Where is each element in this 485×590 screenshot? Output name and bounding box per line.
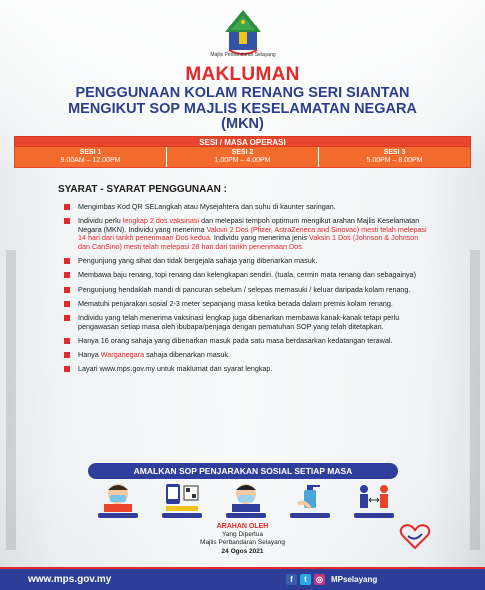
bullet-icon bbox=[64, 218, 70, 224]
list-item bbox=[64, 337, 429, 346]
subtitle-line: MENGIKUT SOP MAJLIS KESELAMATAN NEGARA bbox=[68, 100, 417, 117]
face-mask-icon bbox=[98, 480, 138, 512]
instagram-icon[interactable]: ◎ bbox=[314, 574, 325, 585]
list-item bbox=[64, 203, 429, 212]
twitter-icon[interactable]: t bbox=[300, 574, 311, 585]
session-cell bbox=[319, 147, 470, 167]
session-cell bbox=[15, 147, 167, 167]
footer-bar bbox=[0, 567, 485, 590]
item-text: Hanya bbox=[78, 349, 101, 359]
item-text: Layari www.mps.gov.my untuk maklumat dan syarat lengkap. bbox=[78, 364, 273, 374]
list-item bbox=[64, 257, 429, 266]
item-text: Membawa baju renang, topi renang dan kelengkapan sendiri. (tuala, cermin mata renang dan sebagainya) bbox=[78, 270, 417, 280]
bullet-icon bbox=[64, 301, 70, 307]
website-link[interactable]: www.mps.gov.my bbox=[28, 574, 112, 585]
list-item bbox=[64, 271, 429, 280]
bullet-icon bbox=[64, 338, 70, 344]
item-text: Pengunjung yang sihat dan tidak bergejala sahaja yang dibenarkan masuk. bbox=[78, 256, 318, 266]
session-cell bbox=[167, 147, 319, 167]
session-time: 9.00AM – 12.00PM bbox=[60, 157, 121, 164]
list-item bbox=[64, 300, 429, 309]
item-highlight: lengkap 2 dos vaksinasi bbox=[122, 216, 200, 226]
list-item bbox=[64, 314, 429, 331]
icon-caption-bar bbox=[98, 513, 138, 518]
item-text: Pengunjung hendaklah mandi di pancuran sebelum / selepas memasuki / keluar daripada kolam renang. bbox=[78, 284, 411, 294]
bullet-icon bbox=[64, 315, 70, 321]
list-item bbox=[64, 217, 429, 251]
item-text: Individu yang menerima jenis bbox=[211, 233, 309, 243]
subtitle-line: (MKN) bbox=[221, 116, 264, 132]
item-text: Mengimbas Kod QR SELangkah atau Mysejahtera dan suhu di kaunter saringan. bbox=[78, 202, 336, 211]
schedule-row bbox=[14, 147, 471, 168]
session-time: 5.00PM – 8.00PM bbox=[366, 157, 423, 164]
icon-caption-bar bbox=[354, 513, 394, 518]
schedule-table bbox=[14, 136, 471, 168]
social-handle[interactable]: MPselayang bbox=[331, 575, 378, 584]
sop-icon-card bbox=[352, 480, 396, 520]
bullet-icon bbox=[64, 366, 70, 372]
session-name: SESI 2 bbox=[231, 149, 254, 156]
list-item bbox=[64, 286, 429, 295]
icon-caption-bar bbox=[162, 513, 202, 518]
bullet-icon bbox=[64, 258, 70, 264]
issued-by-title: Yang Dipertua bbox=[221, 531, 264, 539]
sop-icon-card bbox=[96, 480, 140, 520]
session-name: SESI 1 bbox=[79, 149, 102, 156]
sop-banner: AMALKAN SOP PENJARAKAN SOSIAL SETIAP MASA bbox=[88, 463, 398, 479]
bullet-icon bbox=[64, 204, 70, 210]
item-highlight: Vaksin 2 Dos (Pfizer, AstraZeneca and Sinovac) mesti telah melepasi 14 hari dari tarikh penerimaan Dos kedua. bbox=[78, 224, 427, 243]
item-text: Mematuhi penjarakan sosial 2-3 meter sepanjang masa ketika berada dalam premis kolam renang. bbox=[78, 298, 393, 308]
social-distance-icon bbox=[354, 480, 394, 512]
item-text: sahaja dibenarkan masuk. bbox=[144, 349, 230, 359]
icon-caption-bar bbox=[290, 513, 330, 518]
hand-sanitizer-icon bbox=[290, 480, 330, 512]
item-text: Individu perlu bbox=[78, 216, 123, 226]
subtitle-line: PENGGUNAAN KOLAM RENANG SERI SIANTAN bbox=[75, 85, 410, 101]
bullet-icon bbox=[64, 352, 70, 358]
issued-by-heading: ARAHAN OLEH bbox=[216, 523, 269, 530]
session-name: SESI 3 bbox=[383, 149, 406, 156]
list-item bbox=[64, 351, 429, 360]
icon-caption-bar bbox=[226, 513, 266, 518]
sop-icon-card bbox=[160, 480, 204, 520]
item-highlight: Warganegara bbox=[100, 349, 145, 359]
social-links bbox=[286, 574, 377, 585]
item-text: Hanya 16 orang sahaja yang dibenarkan masuk pada satu masa berdasarkan kedatangan terawal. bbox=[78, 335, 393, 345]
sop-icon-card bbox=[288, 480, 332, 520]
bullet-icon bbox=[64, 272, 70, 278]
page-title: MAKLUMAN bbox=[185, 64, 300, 85]
sop-icon-card bbox=[224, 480, 268, 520]
qr-scan-icon bbox=[162, 480, 202, 512]
sop-icons-row bbox=[96, 480, 396, 520]
schedule-heading: SESI / MASA OPERASI bbox=[14, 136, 471, 147]
conditions-list bbox=[64, 203, 429, 379]
selangor-heart-logo bbox=[398, 522, 432, 552]
page-subtitle bbox=[0, 86, 485, 133]
item-highlight: Vaksin 1 Dos (Johnson & Johnson dan CanSino) mesti telah melepasi 28 hari dari tarikh penerimaan Dos. bbox=[78, 233, 419, 251]
issued-date: 24 Ogos 2021 bbox=[221, 547, 264, 555]
logo-caption: Majlis Perbandaran Selayang bbox=[210, 52, 276, 58]
issued-by-agency: Majlis Perbandaran Selayang bbox=[200, 539, 285, 547]
conditions-title: SYARAT - SYARAT PENGGUNAAN : bbox=[58, 184, 227, 195]
session-time: 1.00PM – 4.00PM bbox=[214, 157, 271, 164]
list-item bbox=[64, 365, 429, 374]
item-text: Individu yang telah menerima vaksinasi lengkap juga dibenarkan membawa kanak-kanak tetapi perlu pengawasan setiap masa oleh ibubapa/penjaga dengan pematuhan SOP yang telah ditetapkan. bbox=[78, 312, 400, 331]
face-mask-icon bbox=[226, 480, 266, 512]
facebook-icon[interactable]: f bbox=[286, 574, 297, 585]
item-text: dan melepasi tempoh optimum mengikut arahan Majlis Keselamatan Negara (MKN). Individu yang menerima bbox=[78, 216, 420, 234]
bullet-icon bbox=[64, 287, 70, 293]
